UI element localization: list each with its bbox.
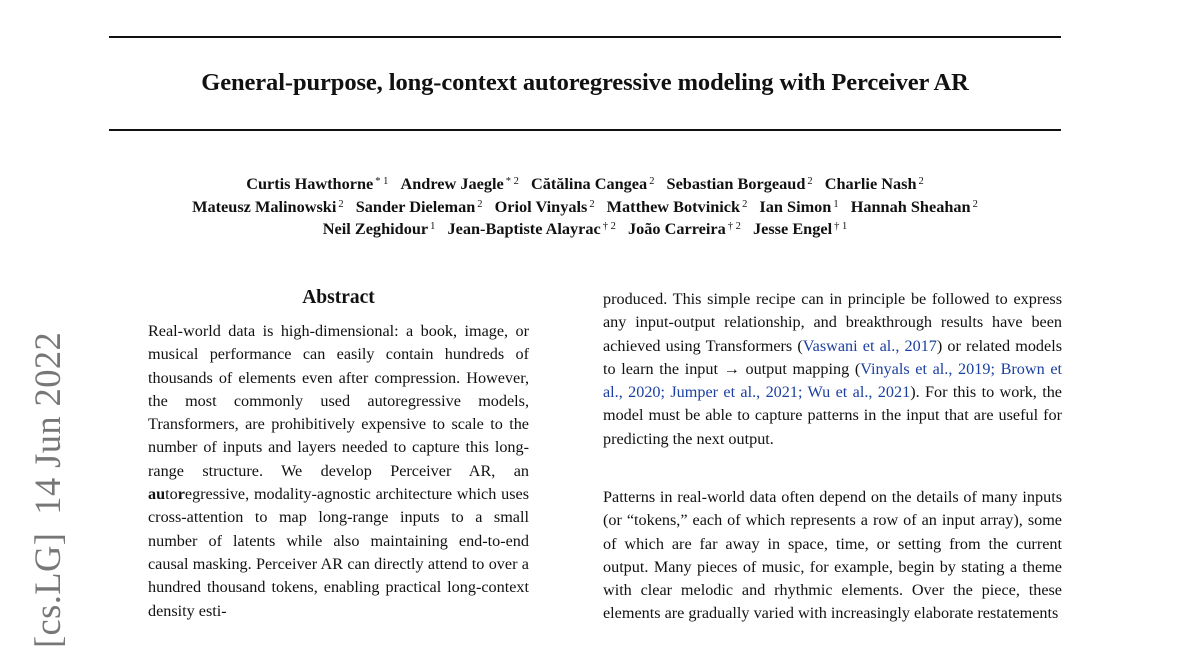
author-name: Curtis Hawthorne: [246, 174, 374, 193]
author-name: Hannah Sheahan: [850, 196, 971, 216]
citation-link[interactable]: Jumper et al., 2021: [670, 383, 798, 402]
author-line: [60, 196, 1110, 219]
author-name: Andrew Jaegle: [400, 174, 504, 193]
author-name: Sebastian Borgeaud: [666, 174, 806, 193]
author-affiliation: 1: [833, 198, 839, 210]
author-name: Charlie Nash: [824, 174, 917, 193]
paper-title: General-purpose, long-context autoregressive modeling with Perceiver AR: [201, 69, 969, 96]
author-list: [60, 173, 1110, 241]
citation-link[interactable]: Wu et al., 2021: [807, 383, 911, 402]
abstract-bold-part: au: [148, 485, 166, 504]
author: [192, 197, 344, 216]
abstract-heading: Abstract: [302, 287, 375, 308]
citation-separator: ;: [660, 383, 671, 402]
title-top-rule: [109, 36, 1061, 38]
author: [825, 174, 924, 193]
arxiv-date: 14 Jun 2022: [27, 331, 68, 515]
author: [607, 197, 748, 216]
author-line: [60, 173, 1110, 196]
author: [759, 197, 838, 216]
intro-paragraph-1: [603, 288, 1062, 451]
intro-text-part: ) or related models to learn the input → output mapping (: [603, 336, 1062, 378]
author-affiliation: 2: [807, 176, 813, 187]
author-name: Cătălina Cangea: [530, 174, 648, 193]
author-affiliation: † 1: [834, 221, 848, 232]
author: [323, 219, 436, 238]
author-name: Jesse Engel: [752, 219, 833, 238]
citation-link[interactable]: Vinyals et al., 2019: [860, 359, 991, 378]
author: [400, 174, 518, 193]
author-affiliation: 1: [430, 221, 436, 232]
title-bottom-rule: [109, 129, 1061, 131]
author-affiliation: 2: [589, 198, 595, 210]
author: [356, 197, 483, 216]
author: [753, 219, 847, 238]
author-name: Mateusz Malinowski: [192, 196, 337, 216]
citation-separator: ;: [990, 359, 1001, 378]
abstract-bold-part: r: [177, 485, 185, 504]
abstract-text-part: Real-world data is high-dimensional: a book, image, or musical performance can easily contain hundreds of thousands of elements even after compression. However, the most commonly used autoregressive models, Transformers, are prohibitively expensive to scale to the number of inputs and layers needed to capture this long-range structure. We develop Perceiver AR, an: [148, 322, 529, 480]
arxiv-stamp: [28, 332, 68, 648]
author-name: João Carreira: [627, 219, 726, 238]
author-affiliation: † 2: [602, 221, 616, 232]
author-affiliation: 2: [742, 198, 748, 210]
author-affiliation: 2: [338, 198, 344, 210]
author-affiliation: † 2: [727, 221, 741, 232]
author: [246, 174, 388, 193]
author: [495, 197, 595, 216]
abstract-text-part: egressive, modality-agnostic architecture which uses cross-attention to map long-range inputs to a small number of latents while also maintaining end-to-end causal masking. Perceiver AR can directly attend to over a hundred thousand tokens, enabling practical long-context density esti-: [148, 485, 529, 620]
author: [667, 174, 813, 193]
author: [628, 219, 741, 238]
author-affiliation: * 2: [505, 176, 519, 187]
citation-link[interactable]: Vaswani et al., 2017: [802, 336, 937, 355]
author-affiliation: 2: [972, 198, 978, 210]
author-name: Jean-Baptiste Alayrac: [447, 219, 601, 238]
author-name: Sander Dieleman: [355, 196, 476, 216]
citation-link[interactable]: Brown et al., 2020: [603, 359, 1063, 402]
author-affiliation: * 1: [375, 176, 389, 187]
author-affiliation: 2: [918, 176, 924, 187]
author-name: Ian Simon: [759, 196, 832, 216]
author: [851, 197, 978, 216]
author-affiliation: 2: [477, 198, 483, 210]
author-name: Neil Zeghidour: [322, 219, 429, 238]
intro-text-part: ). For this to work, the model must be able to capture patterns in the input that are useful for predicting the next output.: [603, 383, 1062, 448]
intro-paragraph-2: Patterns in real-world data often depend on the details of many inputs (or “tokens,” each of which represents a row of an input array), some of which are far away in space, time, or setting from the current output. Many pieces of music, for example, begin by stating a theme with clear melodic and rhythmic elements. Over the piece, these elements are gradually varied with increasingly elaborate restatements: [603, 488, 1062, 623]
intro-text-part: produced. This simple recipe can in principle be followed to express any input-output relationship, and breakthrough results have been achieved using Transformers (: [603, 290, 1062, 355]
author: [447, 219, 615, 238]
author-name: Matthew Botvinick: [606, 196, 741, 216]
citation-separator: ;: [797, 383, 808, 402]
arxiv-category: [cs.LG]: [27, 532, 68, 648]
abstract-text-part: to: [165, 485, 178, 504]
abstract-body: [148, 320, 529, 623]
author-line: [60, 218, 1110, 241]
author-affiliation: 2: [649, 176, 655, 187]
author-name: Oriol Vinyals: [494, 196, 588, 216]
author: [531, 174, 655, 193]
